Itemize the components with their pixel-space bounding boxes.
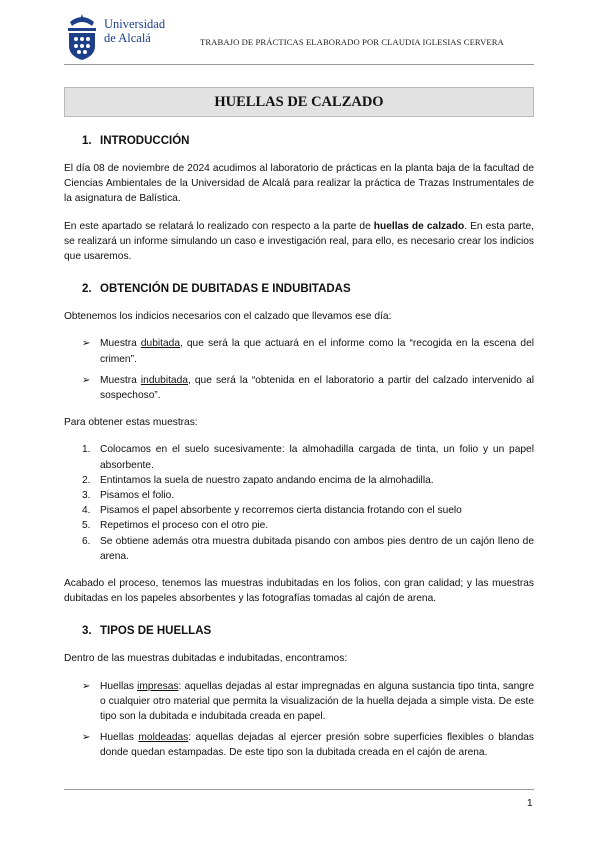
text-run: . En esta parte, se realizará un informe simulando un caso e investigación real, para ello, es necesario crear los indicios que usaremos. — [64, 220, 534, 263]
section-number: 3. — [82, 625, 92, 638]
list-item — [64, 534, 534, 564]
section-heading-introduccion — [82, 134, 534, 149]
numbered-list — [64, 442, 534, 564]
list-item — [64, 730, 534, 760]
paragraph: Acabado el proceso, tenemos las muestras indubitadas en los folios, con gran calidad; y las muestras dubitadas en los papeles absorbentes y las fotografías tomadas al cajón de arena. — [64, 578, 534, 605]
paragraph: El día 08 de noviembre de 2024 acudimos al laboratorio de prácticas en la planta baja de la facultad de Ciencias Ambientales de la Universidad de Alcalá para realizar la práctica de Trazas Instrumentales de la asignatura de Balística. — [64, 163, 534, 205]
university-name-line1: Universidad — [104, 17, 166, 31]
list-number: 3. — [82, 490, 91, 502]
section-heading-obtencion — [82, 282, 534, 297]
page-number: 1 — [527, 798, 533, 809]
text-run: : aquellas dejadas al ejercer presión sobre superficies flexibles o blandas donde quedan estampadas. De este tipo son la dubitada creada en el cajón de arena. — [100, 732, 534, 759]
arrow-bullet-icon: ➢ — [82, 680, 91, 692]
text-run: Pisamos el folio. — [100, 490, 175, 502]
list-item — [64, 503, 534, 518]
list-item — [64, 679, 534, 725]
text-run: Colocamos en el suelo sucesivamente: la almohadilla cargada de tinta, un folio y un papel absorbente. — [100, 444, 534, 471]
text-run: Huellas — [100, 732, 139, 744]
text-run: : aquellas dejadas al estar impregnadas en alguna sustancia tipo tinta, sangre o cualquier otro material que permita la visualización de la huella dejada a simple vista. De este tipo son la dubitada e indubitada creada en papel. — [100, 680, 534, 723]
arrow-bullet-icon: ➢ — [82, 338, 91, 350]
list-item — [64, 336, 534, 366]
text-run: En este apartado se relatará lo realizado con respecto a la parte de — [64, 220, 374, 232]
paragraph: Obtenemos los indicios necesarios con el calzado que llevamos ese día: — [64, 311, 392, 323]
section-heading-tipos — [82, 624, 534, 639]
text-run: Muestra — [100, 338, 141, 350]
paragraph — [64, 219, 534, 265]
list-number: 4. — [82, 505, 91, 517]
section-number: 2. — [82, 283, 92, 296]
list-item — [64, 473, 534, 488]
text-run: Se obtiene además otra muestra dubitada pisando con ambos pies dentro de un cajón lleno de arena. — [100, 535, 534, 562]
section-title: INTRODUCCIÓN — [100, 135, 190, 147]
university-name-line2: de Alcalá — [104, 31, 151, 45]
arrow-bullet-icon: ➢ — [82, 732, 91, 744]
underlined-text: indubitada — [140, 374, 188, 386]
bullet-list — [64, 679, 534, 761]
underlined-text: moldeadas — [138, 732, 189, 744]
list-number: 6. — [82, 535, 91, 547]
section-title: TIPOS DE HUELLAS — [100, 625, 212, 638]
text-run: Entintamos la suela de nuestro zapato andando encima de la almohadilla. — [100, 474, 434, 486]
text-run: , que será la que actuará en el informe como la “recogida en la escena del crimen”. — [100, 338, 534, 365]
text-run: Muestra — [100, 374, 141, 386]
arrow-bullet-icon: ➢ — [82, 374, 91, 386]
text-run: Repetimos el proceso con el otro pie. — [100, 520, 269, 532]
text-run: Huellas — [100, 680, 138, 692]
list-item — [64, 488, 534, 503]
list-item — [64, 442, 534, 472]
bullet-list — [64, 336, 534, 403]
university-crest-icon — [64, 12, 100, 62]
underlined-text: impresas — [137, 680, 179, 692]
university-name — [104, 17, 165, 45]
bold-text: huellas de calzado — [373, 220, 465, 232]
header-divider — [64, 64, 534, 65]
document-title: HUELLAS DE CALZADO — [64, 87, 534, 117]
section-title: OBTENCIÓN DE DUBITADAS E INDUBITADAS — [100, 283, 351, 296]
text-run: Pisamos el papel absorbente y recorremos cierta distancia frotando con el suelo — [100, 505, 462, 517]
list-number: 1. — [82, 444, 91, 456]
list-item — [64, 518, 534, 533]
text-run: , que será la “obtenida en el laboratorio a partir del calzado intervenido al sospechoso”. — [100, 374, 534, 402]
section-number: 1. — [82, 135, 92, 147]
paragraph: Dentro de las muestras dubitadas e indubitadas, encontramos: — [64, 653, 348, 665]
list-number: 2. — [82, 474, 91, 486]
paragraph: Para obtener estas muestras: — [64, 417, 198, 429]
document-body — [64, 134, 534, 773]
footer-divider — [64, 789, 534, 790]
header-subtitle: TRABAJO DE PRÁCTICAS ELABORADO POR CLAUDIA IGLESIAS CERVERA — [200, 37, 504, 47]
list-item — [64, 373, 534, 403]
list-number: 5. — [82, 520, 91, 532]
underlined-text: dubitada — [140, 338, 180, 350]
